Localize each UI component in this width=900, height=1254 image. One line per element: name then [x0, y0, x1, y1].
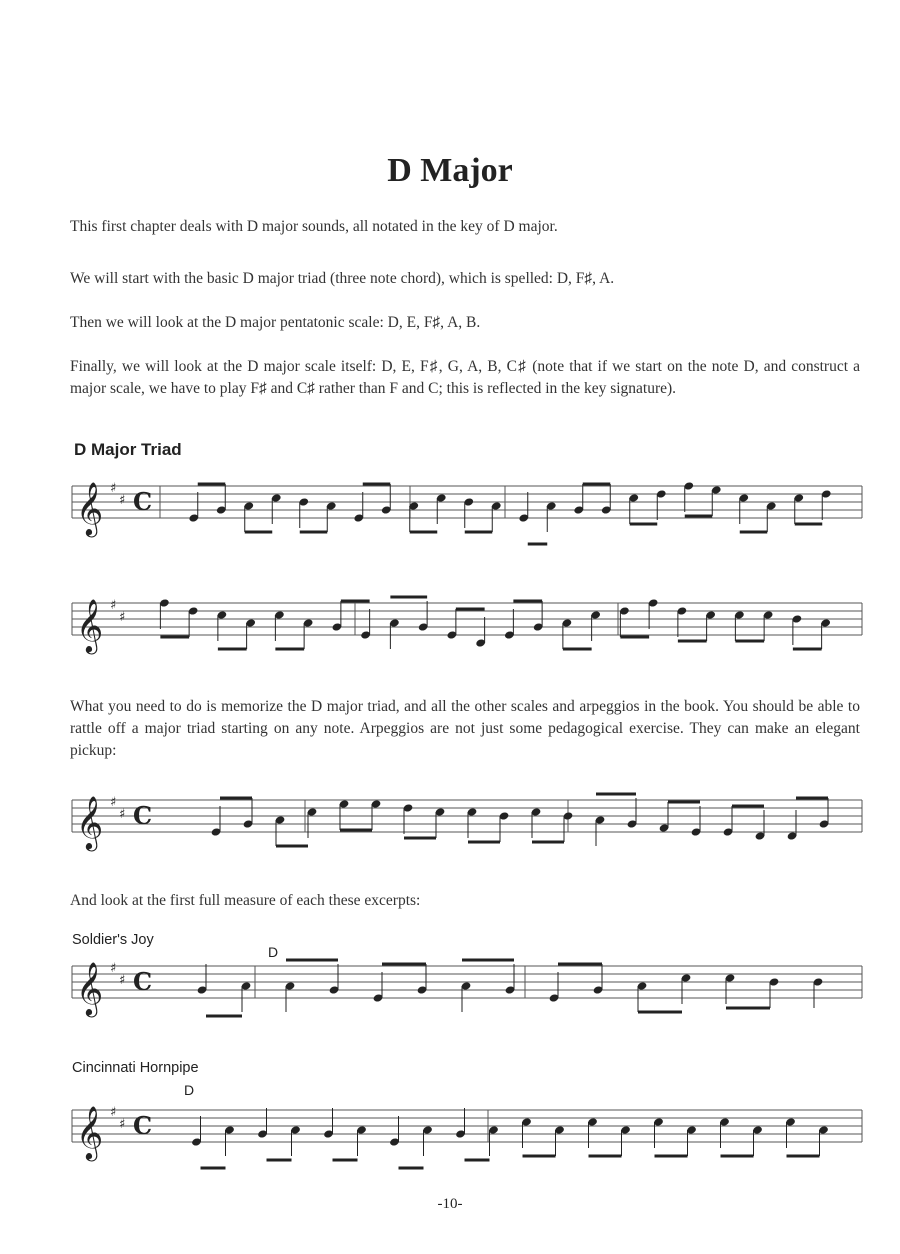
sharp-icon: ♯	[119, 973, 126, 988]
sharp-icon: ♯	[110, 481, 117, 496]
excerpts-paragraph: And look at the first full measure of each these excerpts:	[70, 892, 421, 909]
sharp-icon: ♯	[110, 961, 117, 976]
sharp-icon: ♯	[119, 1117, 126, 1132]
time-signature: C	[133, 801, 153, 830]
staff	[72, 1110, 862, 1142]
section-heading: D Major Triad	[74, 440, 182, 459]
sharp-icon: ♯	[110, 795, 117, 810]
sharp-icon: ♯	[110, 1105, 117, 1120]
treble-clef-icon: 𝄞	[76, 481, 104, 535]
treble-clef-icon: 𝄞	[76, 1105, 104, 1159]
sharp-icon: ♯	[119, 807, 126, 822]
pentatonic-paragraph: Then we will look at the D major pentatonic scale: D, E, F♯, A, B.	[70, 314, 481, 331]
chord-symbol: D	[184, 1082, 195, 1098]
treble-clef-icon: 𝄞	[76, 598, 104, 652]
treble-clef-icon: 𝄞	[76, 961, 104, 1015]
time-signature: C	[133, 967, 153, 996]
chord-symbol: D	[268, 944, 279, 960]
intro-paragraph: This first chapter deals with D major sounds, all notated in the key of D major.	[70, 218, 558, 235]
triad-paragraph: We will start with the basic D major triad (three note chord), which is spelled: D, F♯, A.	[70, 270, 615, 287]
tune-title-soldiers-joy: Soldier's Joy	[72, 932, 154, 948]
memorize-paragraph: What you need to do is memorize the D major triad, and all the other scales and arpeggios in the book. You should be able to rattle off a major triad starting on any note. Arpeggios are not just some pedagogical exercise. They can make an elegant pickup:	[70, 698, 860, 759]
page-title: D Major	[387, 152, 513, 189]
time-signature: C	[133, 487, 153, 516]
sharp-icon: ♯	[110, 598, 117, 613]
treble-clef-icon: 𝄞	[76, 795, 104, 849]
page-number: -10-	[437, 1196, 463, 1212]
sharp-icon: ♯	[119, 493, 126, 508]
tune-title-cincinnati-hornpipe: Cincinnati Hornpipe	[72, 1060, 199, 1076]
scale-paragraph: Finally, we will look at the D major scale itself: D, E, F♯, G, A, B, C♯ (note that if we start on the note D, and construct a major scale, we have to play F♯ and C♯ rather than F and C; this is reflected in the key signature).	[70, 358, 860, 397]
staff	[72, 966, 862, 998]
sharp-icon: ♯	[119, 610, 126, 625]
time-signature: C	[133, 1111, 153, 1140]
